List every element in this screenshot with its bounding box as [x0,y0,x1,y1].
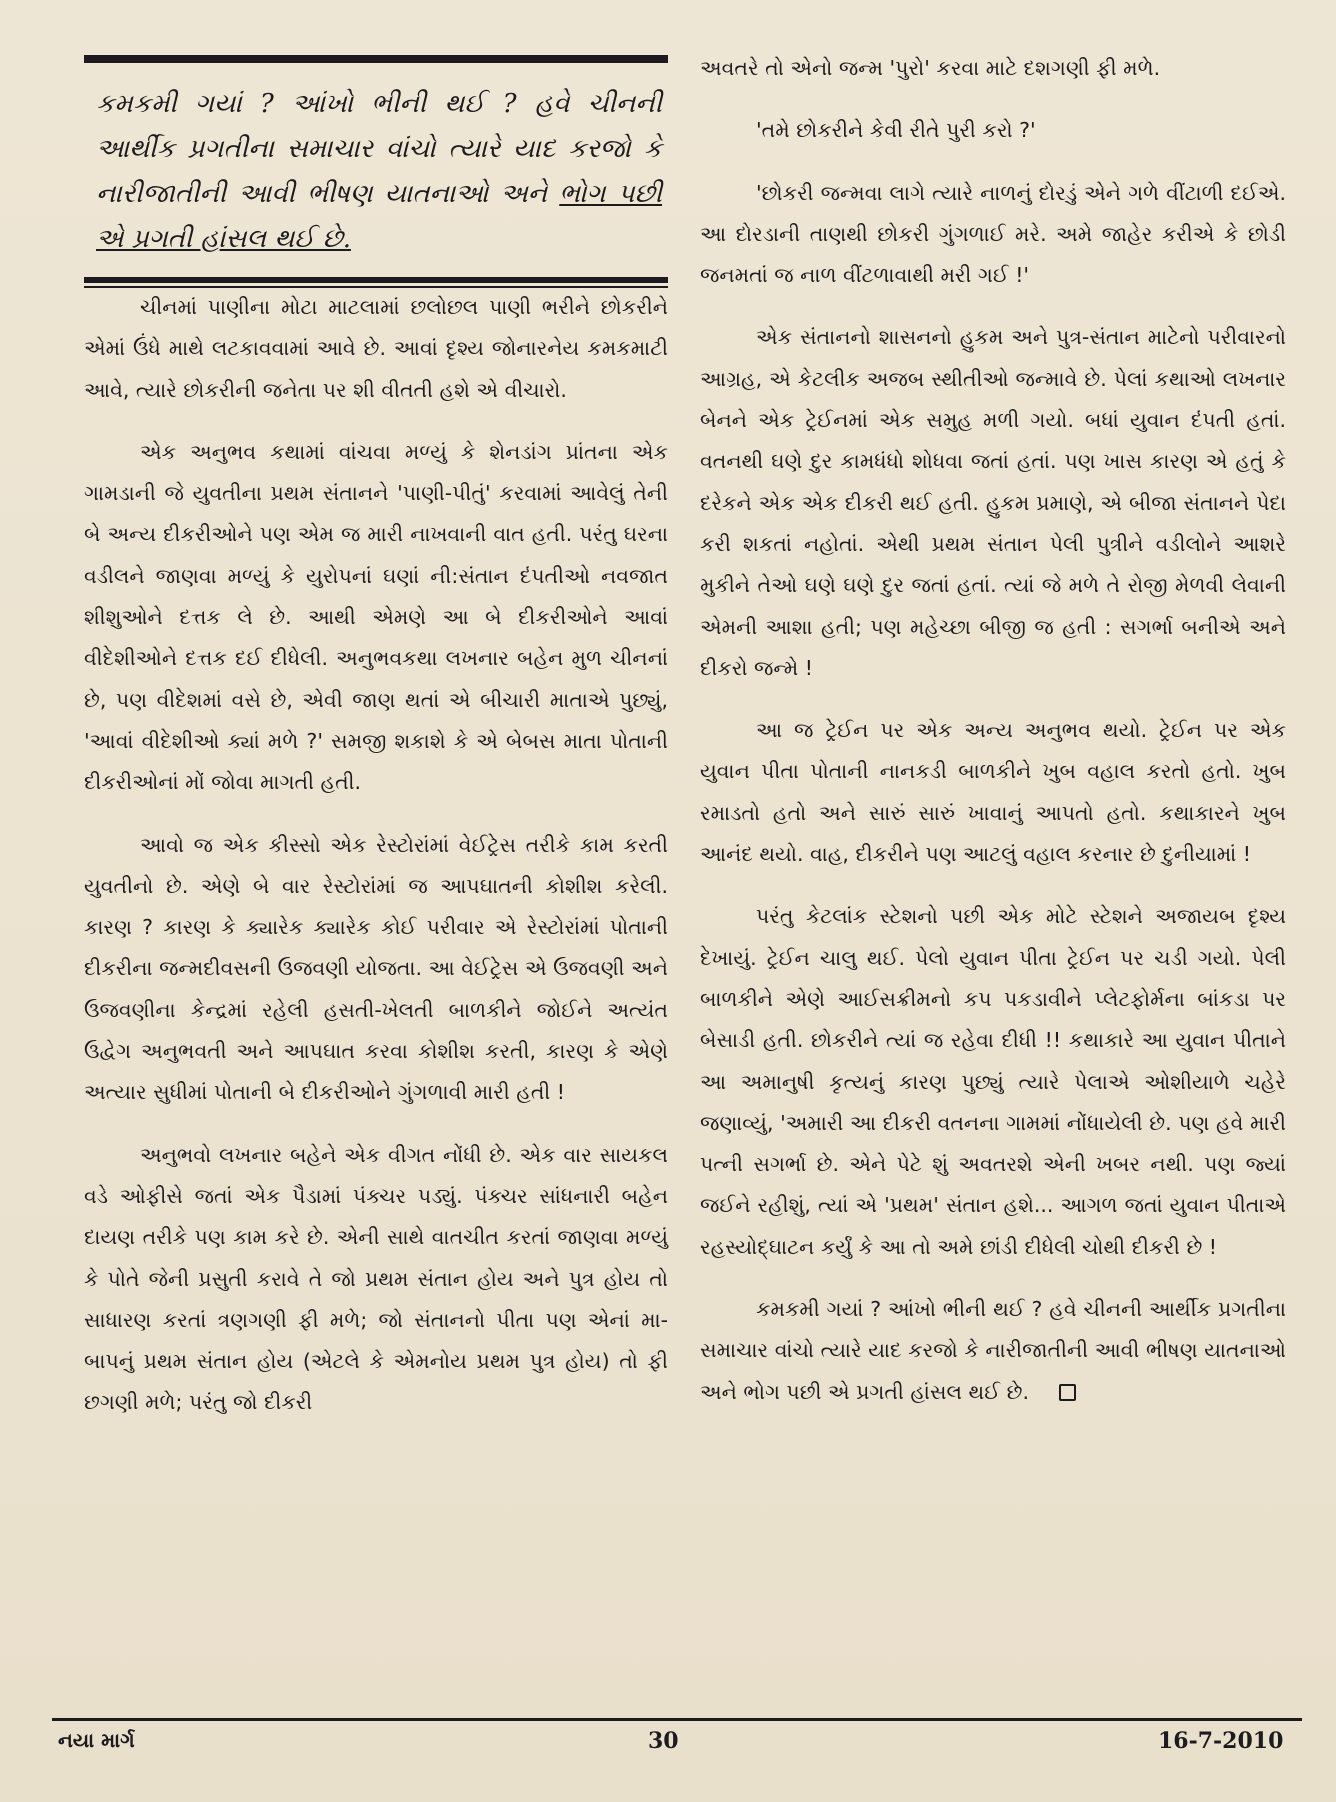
right-paragraph-4: આ જ ટ્રેઈન પર એક અન્ય અનુભવ થયો. ટ્રેઈન પર એક યુવાન પીતા પોતાની નાનકડી બાળકીને ખુબ વહાલ કરતો હતો. ખુબ રમાડતો હતો અને સારું સારું ખાવાનું આપતો હતો. કથાકારને ખુબ આનંદ થયો. વાહ, દીકરીને પણ આટલું વહાલ કરનાર છે દુનીયામાં ! [700,718,1286,867]
pull-quote-line-4: ભોગ પછી એ પ્રગતી હાંસલ થઈ છે. [96,179,663,254]
pull-quote-line-3: કરજો કે નારીજાતીની આવી ભીષણ યાતનાઓ અને [96,134,662,209]
right-continuation: અવતરે તો એનો જન્મ 'પુરો' કરવા માટે દશગણી ફી મળે. [700,56,1161,80]
right-paragraph-5: પરંતુ કેટલાંક સ્ટેશનો પછી એક મોટે સ્ટેશને અજાયબ દૃશ્ય દેખાયું. ટ્રેઈન ચાલુ થઈ. પેલો યુવાન પીતા ટ્રેઈન પર ચડી ગયો. પેલી બાળકીને એણે આઈસક્રીમનો કપ પકડાવીને પ્લેટફોર્મના બાંકડા પર બેસાડી હતી. છોકરીને ત્યાં જ રહેવા દીધી !! કથાકારે આ યુવાન પીતાને આ અમાનુષી કૃત્યનું કારણ પુછ્યું ત્યારે પેલાએ ઓશીયાળે ચહેરે જણાવ્યું, 'અમારી આ દીકરી વતનના ગામમાં નોંધાયેલી છે. પણ હવે મારી પત્ની સગર્ભા છે. એને પેટે શું અવતરશે એની ખબર નથી. પણ જ્યાં જઈને રહીશું, ત્યાં એ 'પ્રથમ' સંતાન હશે... આગળ જતાં યુવાન પીતાએ રહસ્યોદ્ઘાટન કર્યું કે આ તો અમે છાંડી દીધેલી ચોથી દીકરી છે ! [700,904,1286,1259]
pull-quote-line-1: કમકમી ગયાં ? આંખો ભીની થઈ ? હવે [96,89,570,119]
right-column [700,48,1286,1434]
end-of-article-mark [1059,1384,1076,1401]
left-paragraph-4: અનુભવો લખનાર બહેને એક વીગત નોંધી છે. એક વાર સાયકલ વડે ઓફીસે જતાં એક પૈડામાં પંક્ચર પડ્યું. પંક્ચર સાંધનારી બહેન દાયણ તરીકે પણ કામ કરે છે. એની સાથે વાતચીત કરતાં જાણવા મળ્યું કે પોતે જેની પ્રસુતી કરાવે તે જો પ્રથમ સંતાન હોય અને પુત્ર હોય તો સાધારણ કરતાં ત્રણગણી ફી મળે; જો સંતાનનો પીતા પણ એનાં મા-બાપનું પ્રથમ સંતાન હોય (એટલે કે એમનોય પ્રથમ પુત્ર હોય) તો ફી છગણી મળે; પરંતુ જો દીકરી [84,1142,668,1415]
publication-name: નયા માર્ગ [58,1728,135,1752]
closing-paragraph [700,1289,1286,1413]
pull-quote [84,52,668,288]
issue-date: 16-7-2010 [1158,1728,1284,1754]
pull-quote-text [96,82,662,262]
left-paragraph-1: ચીનમાં પાણીના મોટા માટલામાં છલોછલ પાણી ભરીને છોકરીને એમાં ઉંધે માથે લટકાવવામાં આવે છે. આવાં દૃશ્ય જોનારનેય કમકમાટી આવે, ત્યારે છોકરીની જનેતા પર શી વીતતી હશે એ વીચારો. [84,295,668,402]
left-paragraph-2: એક અનુભવ કથામાં વાંચવા મળ્યું કે શેનડાંગ પ્રાંતના એક ગામડાની જે યુવતીના પ્રથમ સંતાનને 'પાણી-પીતું' કરવામાં આવેલું તેની બે અન્ય દીકરીઓને પણ એમ જ મારી નાખવાની વાત હતી. પરંતુ ઘરના વડીલને જાણવા મળ્યું કે યુરોપનાં ઘણાં ની:સંતાન દંપતીઓ નવજાત શીશુઓને દત્તક લે છે. આથી એમણે આ બે દીકરીઓને આવાં વીદેશીઓને દત્તક દઈ દીધેલી. અનુભવકથા લખનાર બહેન મુળ ચીનનાં છે, પણ વીદેશમાં વસે છે, એવી જાણ થતાં એ બીચારી માતાએ પુછ્યું, 'આવાં વીદેશીઓ ક્યાં મળે ?' સમજી શકાશે કે એ બેબસ માતા પોતાની દીકરીઓનાં મોં જોવા માગતી હતી. [84,439,668,795]
footer-rule [52,1718,1302,1721]
right-paragraph-3: એક સંતાનનો શાસનનો હુકમ અને પુત્ર-સંતાન માટેનો પરીવારનો આગ્રહ, એ કેટલીક અજબ સ્થીતીઓ જન્માવે છે. પેલાં કથાઓ લખનાર બેનને એક ટ્રેઈનમાં એક સમુહ મળી ગયો. બધાં યુવાન દંપતી હતાં. વતનથી ઘણે દુર કામધંધો શોધવા જતાં હતાં. પણ ખાસ કારણ એ હતું કે દરેકને એક એક દીકરી થઈ હતી. હુકમ પ્રમાણે, એ બીજા સંતાનને પેદા કરી શકતાં નહોતાં. એથી પ્રથમ સંતાન પેલી પુત્રીને વડીલોને આશરે મુકીને તેઓ ઘણે ઘણે દુર જતાં હતાં. ત્યાં જે મળે તે રોજી મેળવી લેવાની એમની આશા હતી; પણ મહેચ્છા બીજી જ હતી : સગર્ભા બનીએ અને દીકરો જન્મે ! [700,325,1286,680]
left-column [84,287,668,1445]
page-number: 30 [648,1728,679,1754]
right-paragraph-1: 'તમે છોકરીને કેવી રીતે પુરી કરો ?' [756,118,1036,143]
left-paragraph-3: આવો જ એક કીસ્સો એક રેસ્ટોરાંમાં વેઈટ્રેસ તરીકે કામ કરતી યુવતીનો છે. એણે બે વાર રેસ્ટોરાંમાં જ આપઘાતની કોશીશ કરેલી. કારણ ? કારણ કે ક્યારેક ક્યારેક કોઈ પરીવાર એ રેસ્ટોરાંમાં પોતાની દીકરીના જન્મદીવસની ઉજવણી યોજતા. આ વેઈટ્રેસ એ ઉજવણી અને ઉજવણીના કેન્દ્રમાં રહેલી હસતી-ખેલતી બાળકીને જોઈને અત્યંત ઉદ્વેગ અનુભવતી અને આપઘાત કરવા કોશીશ કરતી, કારણ કે એણે અત્યાર સુધીમાં પોતાની બે દીકરીઓને ગુંગળાવી મારી હતી ! [84,832,668,1105]
right-paragraph-2: 'છોકરી જન્મવા લાગે ત્યારે નાળનું દોરડું એને ગળે વીંટાળી દઈએ. આ દોરડાની તાણથી છોકરી ગુંગળાઈ મરે. અમે જાહેર કરીએ કે છોડી જનમતાં જ નાળ વીંટળાવાથી મરી ગઈ !' [700,180,1286,288]
pull-quote-top-rule [84,52,668,63]
closing-text: કમકમી ગયાં ? આંખો ભીની થઈ ? હવે ચીનની આર્થીક પ્રગતીના સમાચાર વાંચો ત્યારે યાદ કરજો કે નારીજાતીની આવી ભીષણ યાતનાઓ અને ભોગ પછી એ પ્રગતી હાંસલ થઈ છે. [700,1297,1286,1404]
pull-quote-line-2: ચીનની આર્થીક પ્રગતીના સમાચાર વાંચો ત્યારે યાદ [96,89,663,164]
